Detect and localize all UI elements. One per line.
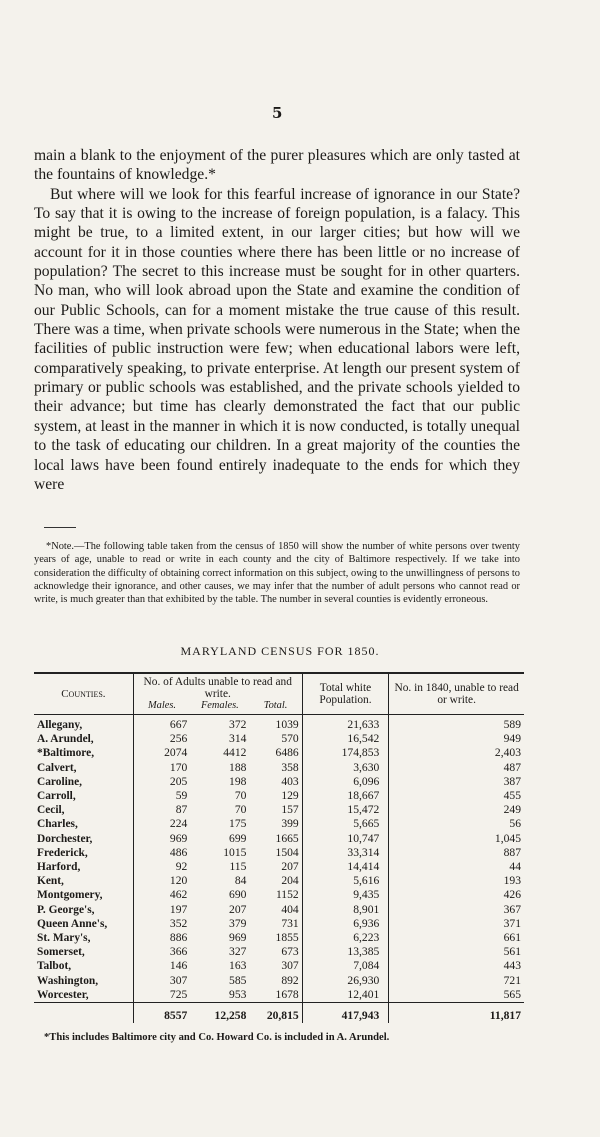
- white-pop-cell: 3,630: [302, 761, 389, 775]
- header-counties: Counties.: [34, 673, 133, 715]
- total-cell: 1665: [275, 831, 299, 845]
- total-males: 8557: [133, 1003, 190, 1024]
- males-cell: 224: [133, 817, 190, 831]
- females-cell: 1015: [223, 845, 247, 859]
- table-row: [34, 945, 524, 959]
- county-cell: Montgomery,: [37, 889, 103, 902]
- total-cell: 570: [281, 732, 299, 746]
- county-cell: Kent,: [37, 875, 64, 888]
- county-cell: St. Mary's,: [37, 932, 91, 945]
- males-cell: 170: [133, 761, 190, 775]
- white-pop-cell: 12,401: [302, 988, 389, 1003]
- in-1840-cell: 565: [389, 988, 524, 1003]
- totals-label: [34, 1003, 133, 1024]
- in-1840-cell: 44: [389, 860, 524, 874]
- county-cell: Frederick,: [37, 846, 88, 859]
- totals-row: [34, 1003, 524, 1024]
- county-cell: A. Arundel,: [37, 733, 94, 746]
- in-1840-cell: 387: [389, 775, 524, 789]
- county-cell: Caroline,: [37, 775, 83, 788]
- males-cell: 486: [133, 846, 190, 860]
- county-cell: Carroll,: [37, 790, 76, 803]
- census-title: MARYLAND CENSUS FOR 1850.: [180, 644, 380, 658]
- table-row: [34, 789, 524, 803]
- females-cell: 188: [229, 760, 247, 774]
- table-row: [34, 917, 524, 931]
- total-cell: 6486: [275, 746, 299, 760]
- continued-paragraph: main a blank to the enjoyment of the purer pleasures which are only tasted at the fountains of knowledge.*: [34, 147, 520, 184]
- females-cell: 175: [229, 817, 247, 831]
- in-1840-cell: 455: [389, 789, 524, 803]
- county-cell: Somerset,: [37, 946, 85, 959]
- in-1840-cell: 2,403: [389, 746, 524, 760]
- in-1840-cell: 887: [389, 846, 524, 860]
- females-cell: 969: [229, 931, 247, 945]
- white-pop-cell: 13,385: [302, 945, 389, 959]
- county-cell: Cecil,: [37, 804, 65, 817]
- footnote-divider: [44, 527, 76, 528]
- white-pop-cell: 15,472: [302, 803, 389, 817]
- females-cell: 207: [229, 902, 247, 916]
- total-cell: 1039: [275, 718, 299, 731]
- white-pop-cell: 21,633: [302, 715, 389, 733]
- white-pop-cell: 5,665: [302, 817, 389, 831]
- header-white-population: Total white Population.: [302, 673, 389, 715]
- table-row: [34, 931, 524, 945]
- table-row: [34, 746, 524, 760]
- total-cell: 1152: [275, 888, 299, 902]
- table-row: [34, 974, 524, 988]
- table-row: [34, 732, 524, 746]
- total-cell: 157: [281, 803, 299, 817]
- table-row: [34, 888, 524, 902]
- county-cell: Calvert,: [37, 761, 77, 774]
- males-cell: 667: [133, 715, 190, 733]
- white-pop-cell: 6,096: [302, 775, 389, 789]
- census-table: [34, 672, 524, 1023]
- total-cell: 207: [281, 860, 299, 874]
- county-cell: Queen Anne's,: [37, 917, 108, 930]
- in-1840-cell: 487: [389, 761, 524, 775]
- white-pop-cell: 16,542: [302, 732, 389, 746]
- total-total: 20,815: [249, 1003, 302, 1024]
- total-cell: 204: [281, 874, 299, 888]
- county-cell: Worcester,: [37, 988, 89, 1001]
- table-row: [34, 832, 524, 846]
- county-cell: Dorchester,: [37, 832, 93, 845]
- white-pop-cell: 26,930: [302, 974, 389, 988]
- white-pop-cell: 6,936: [302, 917, 389, 931]
- females-cell: 115: [229, 860, 247, 874]
- table-row: [34, 846, 524, 860]
- males-cell: 886: [133, 931, 190, 945]
- header-males: Males.: [133, 700, 190, 715]
- table-row: [34, 959, 524, 973]
- males-cell: 59: [133, 789, 190, 803]
- females-cell: 4412: [223, 746, 247, 760]
- females-cell: 70: [234, 803, 247, 817]
- county-cell: Harford,: [37, 861, 81, 874]
- in-1840-cell: 949: [389, 732, 524, 746]
- total-cell: 1855: [275, 931, 299, 945]
- males-cell: 2074: [133, 746, 190, 760]
- males-cell: 205: [133, 775, 190, 789]
- males-cell: 352: [133, 917, 190, 931]
- in-1840-cell: 193: [389, 874, 524, 888]
- in-1840-cell: 561: [389, 945, 524, 959]
- males-cell: 92: [133, 860, 190, 874]
- table-row: [34, 715, 524, 733]
- total-cell: 129: [281, 789, 299, 803]
- county-cell: Charles,: [37, 818, 78, 831]
- total-cell: 673: [281, 945, 299, 959]
- in-1840-cell: 367: [389, 903, 524, 917]
- total-cell: 892: [281, 973, 299, 987]
- county-cell: P. George's,: [37, 903, 95, 916]
- in-1840-cell: 443: [389, 959, 524, 973]
- header-total: Total.: [249, 700, 302, 715]
- census-table-body: [34, 715, 524, 1003]
- females-cell: 163: [229, 959, 247, 973]
- white-pop-cell: 33,314: [302, 846, 389, 860]
- females-cell: 690: [229, 888, 247, 902]
- table-row: [34, 817, 524, 831]
- total-cell: 358: [281, 760, 299, 774]
- table-footnote: *This includes Baltimore city and Co. Howard Co. is included in A. Arundel.: [44, 1032, 390, 1043]
- total-1840: 11,817: [389, 1003, 524, 1024]
- males-cell: 120: [133, 874, 190, 888]
- white-pop-cell: 18,667: [302, 789, 389, 803]
- table-row: [34, 988, 524, 1003]
- total-cell: 1678: [275, 987, 299, 1001]
- males-cell: 146: [133, 959, 190, 973]
- white-pop-cell: 174,853: [302, 746, 389, 760]
- males-cell: 366: [133, 945, 190, 959]
- females-cell: 585: [229, 973, 247, 987]
- white-pop-cell: 7,084: [302, 959, 389, 973]
- white-pop-cell: 10,747: [302, 832, 389, 846]
- females-cell: 699: [229, 831, 247, 845]
- white-pop-cell: 5,616: [302, 874, 389, 888]
- total-white-pop: 417,943: [302, 1003, 389, 1024]
- total-females: 12,258: [190, 1003, 249, 1024]
- in-1840-cell: 661: [389, 931, 524, 945]
- table-row: [34, 874, 524, 888]
- county-cell: Washington,: [37, 974, 99, 987]
- total-cell: 399: [281, 817, 299, 831]
- header-1840: No. in 1840, unable to read or write.: [389, 673, 524, 715]
- total-cell: 403: [281, 774, 299, 788]
- males-cell: 969: [133, 832, 190, 846]
- males-cell: 256: [133, 732, 190, 746]
- females-cell: 198: [229, 774, 247, 788]
- males-cell: 197: [133, 903, 190, 917]
- white-pop-cell: 9,435: [302, 888, 389, 902]
- males-cell: 725: [133, 988, 190, 1003]
- in-1840-cell: 249: [389, 803, 524, 817]
- females-cell: 314: [229, 732, 247, 746]
- census-note: *Note.—The following table taken from the census of 1850 will show the number of white persons over twenty years of age, unable to read or write in each county and the city of Baltimore respectively. If we take into consideration the difficulty of obtaining correct information on this subject, owing to the unwillingness of persons to acknowledge their ignorance, and other causes, we may infer that the number of adult persons who cannot read or write, is much greater than that exhibited by the table. The number in several counties is evidently erroneous.: [34, 541, 520, 606]
- white-pop-cell: 6,223: [302, 931, 389, 945]
- table-row: [34, 761, 524, 775]
- table-row: [34, 860, 524, 874]
- males-cell: 307: [133, 974, 190, 988]
- total-cell: 731: [281, 916, 299, 930]
- females-cell: 70: [234, 789, 247, 803]
- males-cell: 462: [133, 888, 190, 902]
- county-cell: *Baltimore,: [37, 747, 95, 760]
- header-females: Females.: [190, 700, 249, 715]
- females-cell: 953: [229, 987, 247, 1001]
- in-1840-cell: 1,045: [389, 832, 524, 846]
- table-row: [34, 775, 524, 789]
- table-row: [34, 803, 524, 817]
- in-1840-cell: 721: [389, 974, 524, 988]
- county-cell: Allegany,: [37, 719, 83, 731]
- males-cell: 87: [133, 803, 190, 817]
- in-1840-cell: 589: [389, 715, 524, 733]
- total-cell: 1504: [275, 845, 299, 859]
- white-pop-cell: 14,414: [302, 860, 389, 874]
- header-adults-group: No. of Adults unable to read and write.: [133, 673, 302, 700]
- page-number: 5: [272, 104, 284, 122]
- body-text: [34, 146, 520, 494]
- county-cell: Talbot,: [37, 960, 72, 973]
- table-row: [34, 903, 524, 917]
- in-1840-cell: 426: [389, 888, 524, 902]
- total-cell: 404: [281, 902, 299, 916]
- white-pop-cell: 8,901: [302, 903, 389, 917]
- females-cell: 84: [234, 874, 247, 888]
- main-paragraph: But where will we look for this fearful increase of ignorance in our State? To say that it is owing to the increase of foreign population, is a falacy. This might be true, to a limited extent, in our larger cities; but how will we account for it in those counties where there has been little or no increase of population? The secret to this increase must be sought for in other quarters. No man, who will look abroad upon the State and examine the condition of our Public Schools, can for a moment mistake the true cause of this result. There was a time, when private schools were numerous in the State; when the facilities of public instruction were few; when educational labors were left, comparatively speaking, to private enterprise. At length our present system of primary or public schools was established, and the private schools yielded to their advance; but time has clearly demonstrated the fact that our public system, at least in the manner in which it is now conducted, is totally unequal to the task of educating our children. In a great majority of the counties the local laws have been found entirely inadequate to the ends for which they were: [34, 185, 520, 493]
- females-cell: 379: [229, 916, 247, 930]
- in-1840-cell: 56: [389, 817, 524, 831]
- females-cell: 372: [229, 718, 247, 731]
- in-1840-cell: 371: [389, 917, 524, 931]
- total-cell: 307: [281, 959, 299, 973]
- females-cell: 327: [229, 945, 247, 959]
